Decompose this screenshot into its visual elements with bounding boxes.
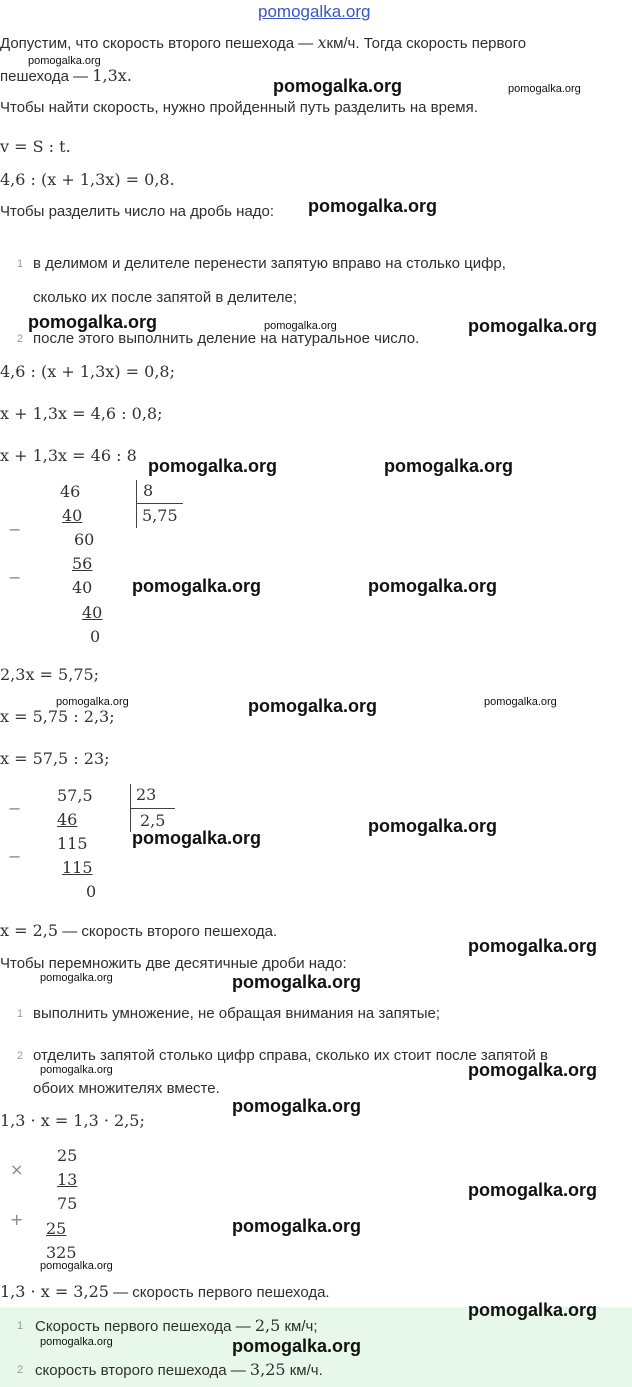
equation-1: 4,6 : (x + 1,3x) = 0,8. (0, 170, 175, 189)
minus-sign: − (8, 847, 22, 866)
list-item-cont: обоих множителях вместе. (33, 1080, 220, 1097)
watermark: pomogalka.org (132, 828, 262, 848)
eq-step: x = 5,75 : 2,3; (0, 707, 115, 726)
answer-unit: км/ч. (285, 1362, 323, 1379)
times-sign: × (10, 1160, 24, 1179)
intro-var: x (317, 33, 327, 52)
watermark: pomogalka.org (40, 972, 113, 984)
list-number: 1 (17, 258, 24, 270)
watermark: pomogalka.org (40, 1064, 113, 1076)
result-text: — скорость второго пешехода. (58, 923, 278, 940)
watermark: pomogalka.org (468, 316, 598, 336)
eq-step: 2,3x = 5,75; (0, 665, 100, 684)
minus-sign: − (8, 520, 22, 539)
partial-product: 75 (57, 1194, 78, 1213)
subtrahend: 56 (72, 554, 93, 573)
eq-mult: 1,3 · x = 1,3 · 2,5; (0, 1111, 145, 1130)
eq-step: x = 57,5 : 23; (0, 749, 110, 768)
list-number: 2 (17, 1050, 24, 1062)
intro-line-2 (0, 66, 132, 85)
answer-math: 2,5 (254, 1316, 281, 1335)
remainder: 0 (86, 882, 97, 901)
eq-step: x + 1,3x = 4,6 : 0,8; (0, 404, 163, 423)
subtrahend: 40 (62, 506, 83, 525)
list-item: отделить запятой столько цифр справа, сколько их стоит после запятой в (33, 1047, 548, 1064)
intro-text-b: км/ч. Тогда скорость первого (326, 35, 527, 52)
watermark: pomogalka.org (264, 320, 337, 332)
intro-line-1 (0, 33, 526, 52)
watermark: pomogalka.org (28, 312, 158, 332)
result-first-speed (0, 1282, 330, 1301)
intro-text-a: Допустим, что скорость второго пешехода — (0, 35, 318, 52)
answer-number: 2 (17, 1364, 24, 1376)
watermark: pomogalka.org (273, 76, 403, 96)
watermark: pomogalka.org (40, 1336, 113, 1348)
answer-unit: км/ч; (280, 1318, 318, 1335)
answer-text: Скорость первого пешехода — (35, 1318, 255, 1335)
quotient: 2,5 (140, 811, 166, 830)
watermark: pomogalka.org (468, 1180, 598, 1200)
watermark: pomogalka.org (56, 696, 129, 708)
factor: 25 (57, 1146, 78, 1165)
quotient: 5,75 (142, 506, 178, 525)
partial-product: 25 (46, 1219, 67, 1238)
list-number: 1 (17, 1008, 24, 1020)
rule-speed: Чтобы найти скорость, нужно пройденный путь разделить на время. (0, 99, 478, 116)
factor: 13 (57, 1170, 78, 1189)
remainder: 60 (74, 530, 95, 549)
plus-sign: + (10, 1210, 24, 1229)
result-second-speed (0, 921, 277, 940)
site-logo[interactable]: pomogalka.org (258, 2, 371, 21)
result-math: x = 2,5 (0, 921, 59, 940)
minus-sign: − (8, 799, 22, 818)
intro-math: 1,3x. (92, 66, 132, 85)
watermark: pomogalka.org (468, 936, 598, 956)
watermark: pomogalka.org (232, 1216, 362, 1236)
list-item-cont: сколько их после запятой в делителе; (33, 289, 298, 306)
intro-text-c: пешехода — (0, 68, 93, 85)
list-item: в делимом и делителе перенести запятую вправо на столько цифр, (33, 255, 506, 272)
watermark: pomogalka.org (384, 456, 514, 476)
watermark: pomogalka.org (132, 576, 262, 596)
dividend: 57,5 (57, 786, 93, 805)
watermark: pomogalka.org (368, 816, 498, 836)
remainder: 115 (57, 834, 88, 853)
product: 325 (46, 1243, 77, 1262)
answer-math: 3,25 (249, 1360, 286, 1379)
watermark: pomogalka.org (232, 1336, 362, 1356)
watermark: pomogalka.org (484, 696, 557, 708)
answer-item (35, 1360, 323, 1379)
watermark: pomogalka.org (40, 1260, 113, 1272)
answer-number: 1 (17, 1320, 24, 1332)
result-math: 1,3 · x = 3,25 (0, 1282, 109, 1301)
watermark: pomogalka.org (508, 83, 581, 95)
rule-mult-title: Чтобы перемножить две десятичные дроби надо: (0, 955, 347, 972)
formula-speed: v = S : t. (0, 137, 71, 156)
list-item: выполнить умножение, не обращая внимания на запятые; (33, 1005, 441, 1022)
watermark: pomogalka.org (28, 55, 101, 67)
watermark: pomogalka.org (148, 456, 278, 476)
watermark: pomogalka.org (232, 972, 362, 992)
answer-item (35, 1316, 318, 1335)
remainder: 40 (72, 578, 93, 597)
subtrahend: 115 (62, 858, 93, 877)
watermark: pomogalka.org (248, 696, 378, 716)
eq-step: 4,6 : (x + 1,3x) = 0,8; (0, 362, 175, 381)
eq-step: x + 1,3x = 46 : 8 (0, 446, 137, 465)
watermark: pomogalka.org (368, 576, 498, 596)
dividend: 46 (60, 482, 81, 501)
result-text: — скорость первого пешехода. (108, 1284, 330, 1301)
divisor: 23 (136, 785, 157, 804)
list-item: после этого выполнить деление на натуральное число. (33, 330, 420, 347)
watermark: pomogalka.org (308, 196, 438, 216)
divisor: 8 (143, 481, 154, 500)
watermark: pomogalka.org (232, 1096, 362, 1116)
watermark: pomogalka.org (468, 1060, 598, 1080)
answer-text: скорость второго пешехода — (35, 1362, 250, 1379)
subtrahend: 46 (57, 810, 78, 829)
list-number: 2 (17, 333, 24, 345)
remainder: 0 (90, 627, 101, 646)
watermark: pomogalka.org (468, 1300, 598, 1320)
minus-sign: − (8, 568, 22, 587)
subtrahend: 40 (82, 603, 103, 622)
rule-divide-title: Чтобы разделить число на дробь надо: (0, 203, 275, 220)
